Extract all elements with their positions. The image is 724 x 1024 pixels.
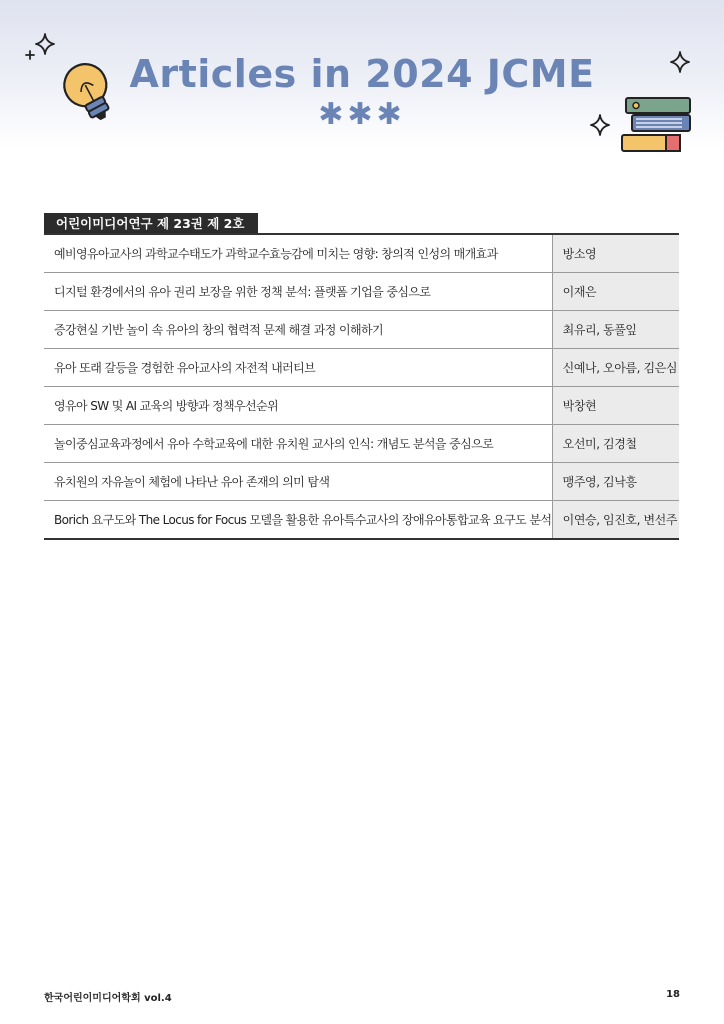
article-title: 디지털 환경에서의 유아 권리 보장을 위한 정책 분석: 플랫폼 기업을 중심으로 [44, 273, 552, 311]
article-row [44, 501, 679, 540]
article-authors: 박창현 [552, 387, 679, 425]
article-row [44, 311, 679, 349]
article-title: 유치원의 자유놀이 체험에 나타난 유아 존재의 의미 탐색 [44, 463, 552, 501]
article-title: 예비영유아교사의 과학교수태도가 과학교수효능감에 미치는 영향: 창의적 인성의 매개효과 [44, 234, 552, 273]
article-row [44, 387, 679, 425]
article-authors: 오선미, 김경철 [552, 425, 679, 463]
article-row [44, 234, 679, 273]
title-divider: ✱✱✱ [318, 97, 406, 132]
footer-publication: 한국어린이미디어학회 vol.4 [44, 993, 172, 1004]
article-row [44, 349, 679, 387]
article-title: 증강현실 기반 놀이 속 유아의 창의 협력적 문제 해결 과정 이해하기 [44, 311, 552, 349]
issue-label: 어린이미디어연구 제 23권 제 2호 [44, 213, 258, 235]
article-authors: 신예나, 오아름, 김은심 [552, 349, 679, 387]
article-authors: 이연승, 임진호, 변선주 [552, 501, 679, 540]
article-authors: 방소영 [552, 234, 679, 273]
article-title: 유아 또래 갈등을 경험한 유아교사의 자전적 내러티브 [44, 349, 552, 387]
article-authors: 이재은 [552, 273, 679, 311]
page-title: Articles in 2024 JCME [129, 52, 595, 96]
article-title: 영유아 SW 및 AI 교육의 방향과 정책우선순위 [44, 387, 552, 425]
article-row [44, 425, 679, 463]
articles-table [44, 233, 679, 540]
article-title: 놀이중심교육과정에서 유아 수학교육에 대한 유치원 교사의 인식: 개념도 분석을 중심으로 [44, 425, 552, 463]
page-number: 18 [666, 989, 680, 1000]
article-title: Borich 요구도와 The Locus for Focus 모델을 활용한 유아특수교사의 장애유아통합교육 요구도 분석 [54, 513, 552, 527]
article-authors: 맹주영, 김낙흥 [552, 463, 679, 501]
article-row [44, 463, 679, 501]
article-row [44, 273, 679, 311]
article-authors: 최유리, 동풀잎 [552, 311, 679, 349]
